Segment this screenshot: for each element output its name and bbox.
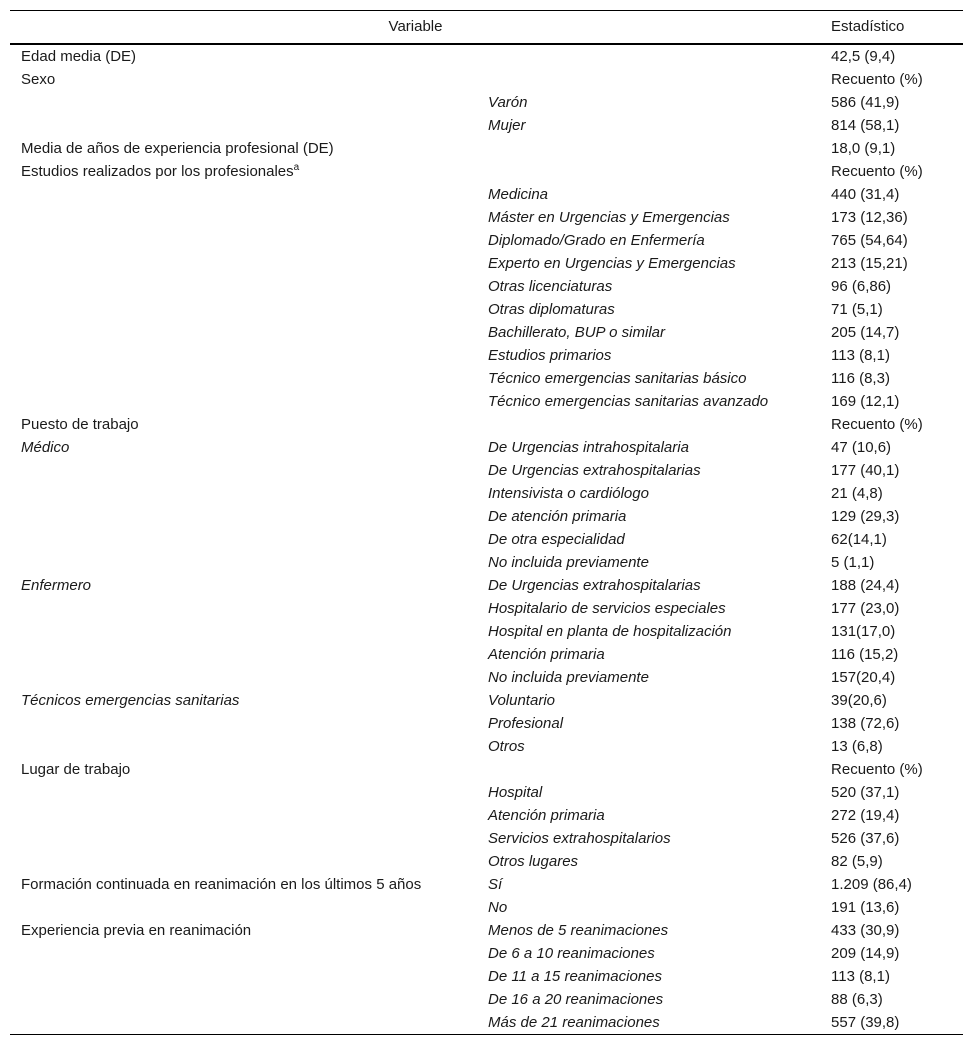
row-variable-cell bbox=[10, 160, 478, 183]
row-category-cell: Mujer bbox=[488, 116, 526, 134]
row-category-cell bbox=[478, 413, 821, 436]
table-row bbox=[10, 68, 963, 91]
variable-label: Experiencia previa en reanimación bbox=[21, 921, 252, 939]
row-category-cell bbox=[478, 44, 821, 68]
row-statistic-cell: Recuento (%) bbox=[831, 415, 923, 433]
row-variable-cell bbox=[10, 827, 478, 850]
row-category-cell bbox=[478, 137, 821, 160]
row-variable-cell bbox=[10, 689, 478, 712]
table-row bbox=[10, 321, 963, 344]
row-statistic-cell: 272 (19,4) bbox=[831, 806, 900, 824]
row-variable-cell bbox=[10, 321, 478, 344]
statistics-table bbox=[10, 10, 963, 1035]
row-statistic-cell: Recuento (%) bbox=[831, 162, 923, 180]
row-variable-cell bbox=[10, 758, 478, 781]
row-variable-cell bbox=[10, 781, 478, 804]
row-category-cell: Máster en Urgencias y Emergencias bbox=[488, 208, 730, 226]
row-category-cell: De 6 a 10 reanimaciones bbox=[488, 944, 655, 962]
row-statistic-cell: 191 (13,6) bbox=[831, 898, 900, 916]
row-statistic-cell: 131(17,0) bbox=[831, 622, 896, 640]
row-statistic-cell: 116 (15,2) bbox=[831, 645, 899, 663]
table-row bbox=[10, 229, 963, 252]
row-statistic-cell: 129 (29,3) bbox=[831, 507, 900, 525]
row-category-cell: Menos de 5 reanimaciones bbox=[488, 921, 669, 939]
variable-label: Técnicos emergencias sanitarias bbox=[21, 691, 240, 709]
row-category-cell: De atención primaria bbox=[488, 507, 627, 525]
variable-label: Puesto de trabajo bbox=[21, 415, 139, 433]
row-category-cell: Hospitalario de servicios especiales bbox=[488, 599, 726, 617]
table-row bbox=[10, 298, 963, 321]
row-statistic-cell: 814 (58,1) bbox=[831, 116, 900, 134]
table-row bbox=[10, 551, 963, 574]
table-row bbox=[10, 827, 963, 850]
row-category-cell: De Urgencias intrahospitalaria bbox=[488, 438, 689, 456]
row-variable-cell bbox=[10, 919, 478, 942]
row-statistic-cell: 18,0 (9,1) bbox=[831, 139, 896, 157]
row-statistic-cell: 82 (5,9) bbox=[831, 852, 883, 870]
row-variable-cell bbox=[10, 252, 478, 275]
table-row bbox=[10, 160, 963, 183]
header-variable: Variable bbox=[10, 11, 821, 44]
row-category-cell: Intensivista o cardiólogo bbox=[488, 484, 649, 502]
row-category-cell: No incluida previamente bbox=[488, 668, 649, 686]
row-variable-cell bbox=[10, 528, 478, 551]
row-variable-cell bbox=[10, 413, 478, 436]
row-variable-cell bbox=[10, 229, 478, 252]
table-row bbox=[10, 183, 963, 206]
row-category-cell: Atención primaria bbox=[488, 806, 605, 824]
row-category-cell: Experto en Urgencias y Emergencias bbox=[488, 254, 736, 272]
row-category-cell: Atención primaria bbox=[488, 645, 605, 663]
row-statistic-cell: 39(20,6) bbox=[831, 691, 887, 709]
row-category-cell: Otros lugares bbox=[488, 852, 579, 870]
row-variable-cell bbox=[10, 896, 478, 919]
row-variable-cell bbox=[10, 551, 478, 574]
table-row bbox=[10, 114, 963, 137]
row-variable-cell bbox=[10, 91, 478, 114]
table-row bbox=[10, 528, 963, 551]
row-variable-cell bbox=[10, 344, 478, 367]
row-variable-cell bbox=[10, 597, 478, 620]
row-category-cell: Profesional bbox=[488, 714, 564, 732]
header-statistic: Estadístico bbox=[821, 11, 963, 44]
row-variable-cell bbox=[10, 298, 478, 321]
row-category-cell bbox=[478, 758, 821, 781]
row-statistic-cell: 213 (15,21) bbox=[831, 254, 908, 272]
table-row bbox=[10, 919, 963, 942]
row-category-cell: Sí bbox=[488, 875, 503, 893]
variable-label: Estudios realizados por los profesionales bbox=[21, 162, 294, 180]
row-variable-cell bbox=[10, 735, 478, 758]
table-row bbox=[10, 1011, 963, 1035]
table-row bbox=[10, 942, 963, 965]
row-category-cell: Otras diplomaturas bbox=[488, 300, 615, 318]
variable-label: Formación continuada en reanimación en los últimos 5 años bbox=[21, 875, 422, 893]
row-variable-cell bbox=[10, 574, 478, 597]
row-variable-cell bbox=[10, 712, 478, 735]
table-row bbox=[10, 344, 963, 367]
row-statistic-cell: 209 (14,9) bbox=[831, 944, 900, 962]
row-statistic-cell: 177 (23,0) bbox=[831, 599, 900, 617]
table-row bbox=[10, 643, 963, 666]
table-row bbox=[10, 413, 963, 436]
variable-label: Edad media (DE) bbox=[21, 47, 137, 65]
row-category-cell bbox=[478, 68, 821, 91]
table-row bbox=[10, 574, 963, 597]
row-statistic-cell: 520 (37,1) bbox=[831, 783, 900, 801]
row-variable-cell bbox=[10, 367, 478, 390]
row-category-cell: Hospital en planta de hospitalización bbox=[488, 622, 732, 640]
table-row bbox=[10, 873, 963, 896]
row-statistic-cell: 62(14,1) bbox=[831, 530, 887, 548]
row-category-cell: No incluida previamente bbox=[488, 553, 649, 571]
row-variable-cell bbox=[10, 68, 478, 91]
row-statistic-cell: 177 (40,1) bbox=[831, 461, 900, 479]
row-variable-cell bbox=[10, 206, 478, 229]
table-row bbox=[10, 804, 963, 827]
row-category-cell bbox=[478, 160, 821, 183]
row-statistic-cell: 116 (8,3) bbox=[831, 369, 890, 387]
variable-label: Media de años de experiencia profesional (DE) bbox=[21, 139, 334, 157]
row-statistic-cell: 113 (8,1) bbox=[831, 346, 890, 364]
table-row bbox=[10, 758, 963, 781]
row-variable-cell bbox=[10, 183, 478, 206]
variable-label: Sexo bbox=[21, 70, 56, 88]
row-variable-cell bbox=[10, 804, 478, 827]
table-row bbox=[10, 367, 963, 390]
row-statistic-cell: 433 (30,9) bbox=[831, 921, 900, 939]
table-row bbox=[10, 735, 963, 758]
row-variable-cell bbox=[10, 965, 478, 988]
row-category-cell: Otros bbox=[488, 737, 525, 755]
table-row bbox=[10, 712, 963, 735]
row-variable-cell bbox=[10, 436, 478, 459]
row-variable-cell bbox=[10, 505, 478, 528]
table-header bbox=[10, 11, 963, 44]
row-category-cell: Varón bbox=[488, 93, 528, 111]
table-row bbox=[10, 505, 963, 528]
row-variable-cell bbox=[10, 137, 478, 160]
table-row bbox=[10, 689, 963, 712]
row-statistic-cell: 88 (6,3) bbox=[831, 990, 883, 1008]
row-statistic-cell: 173 (12,36) bbox=[831, 208, 908, 226]
row-statistic-cell: 526 (37,6) bbox=[831, 829, 900, 847]
row-statistic-cell: 71 (5,1) bbox=[831, 300, 883, 318]
row-variable-cell bbox=[10, 942, 478, 965]
table-row bbox=[10, 44, 963, 68]
variable-label: Médico bbox=[21, 438, 70, 456]
table-row bbox=[10, 436, 963, 459]
row-category-cell: Servicios extrahospitalarios bbox=[488, 829, 671, 847]
row-variable-cell bbox=[10, 459, 478, 482]
table-row bbox=[10, 275, 963, 298]
table-row bbox=[10, 459, 963, 482]
table-row bbox=[10, 252, 963, 275]
row-variable-cell bbox=[10, 620, 478, 643]
row-variable-cell bbox=[10, 1011, 478, 1035]
row-variable-cell bbox=[10, 482, 478, 505]
footnote-marker: a bbox=[293, 161, 300, 173]
table-row bbox=[10, 137, 963, 160]
row-statistic-cell: 188 (24,4) bbox=[831, 576, 900, 594]
row-statistic-cell: 42,5 (9,4) bbox=[831, 47, 896, 65]
row-category-cell: Diplomado/Grado en Enfermería bbox=[488, 231, 705, 249]
row-statistic-cell: 205 (14,7) bbox=[831, 323, 900, 341]
variable-label: Lugar de trabajo bbox=[21, 760, 131, 778]
header-row bbox=[10, 11, 963, 44]
row-statistic-cell: 113 (8,1) bbox=[831, 967, 890, 985]
row-statistic-cell: 157(20,4) bbox=[831, 668, 896, 686]
row-statistic-cell: 5 (1,1) bbox=[831, 553, 875, 571]
row-category-cell: Más de 21 reanimaciones bbox=[478, 1011, 821, 1035]
table-row bbox=[10, 620, 963, 643]
row-variable-cell bbox=[10, 390, 478, 413]
table-row bbox=[10, 666, 963, 689]
row-category-cell: Técnico emergencias sanitarias básico bbox=[488, 369, 747, 387]
row-statistic-cell: 169 (12,1) bbox=[831, 392, 900, 410]
row-category-cell: Otras licenciaturas bbox=[488, 277, 613, 295]
row-category-cell: De 16 a 20 reanimaciones bbox=[488, 990, 664, 1008]
row-category-cell: De Urgencias extrahospitalarias bbox=[488, 461, 701, 479]
row-variable-cell bbox=[10, 275, 478, 298]
row-category-cell: No bbox=[488, 898, 508, 916]
table-row bbox=[10, 965, 963, 988]
row-statistic-cell: Recuento (%) bbox=[831, 70, 923, 88]
table-row bbox=[10, 988, 963, 1011]
row-variable-cell bbox=[10, 873, 478, 896]
table-row bbox=[10, 390, 963, 413]
row-statistic-cell: 13 (6,8) bbox=[831, 737, 883, 755]
row-variable-cell bbox=[10, 988, 478, 1011]
row-variable-cell bbox=[10, 643, 478, 666]
row-variable-cell bbox=[10, 114, 478, 137]
row-category-cell: Estudios primarios bbox=[488, 346, 612, 364]
row-statistic-cell: 96 (6,86) bbox=[831, 277, 892, 295]
row-statistic-cell: Recuento (%) bbox=[831, 760, 923, 778]
table-row bbox=[10, 482, 963, 505]
row-variable-cell bbox=[10, 666, 478, 689]
table-row bbox=[10, 781, 963, 804]
row-statistic-cell: 440 (31,4) bbox=[831, 185, 900, 203]
row-variable-cell bbox=[10, 44, 478, 68]
row-statistic-cell: 557 (39,8) bbox=[821, 1011, 963, 1035]
row-category-cell: Voluntario bbox=[488, 691, 555, 709]
table-row bbox=[10, 91, 963, 114]
row-category-cell: Técnico emergencias sanitarias avanzado bbox=[488, 392, 769, 410]
table-row bbox=[10, 597, 963, 620]
row-category-cell: Hospital bbox=[488, 783, 543, 801]
row-category-cell: De 11 a 15 reanimaciones bbox=[488, 967, 662, 985]
row-variable-cell bbox=[10, 850, 478, 873]
row-statistic-cell: 1.209 (86,4) bbox=[831, 875, 912, 893]
row-category-cell: De otra especialidad bbox=[488, 530, 625, 548]
row-statistic-cell: 765 (54,64) bbox=[831, 231, 908, 249]
row-statistic-cell: 47 (10,6) bbox=[831, 438, 892, 456]
row-statistic-cell: 21 (4,8) bbox=[831, 484, 883, 502]
table-row bbox=[10, 896, 963, 919]
table-body bbox=[10, 44, 963, 1035]
row-category-cell: Medicina bbox=[488, 185, 549, 203]
row-statistic-cell: 586 (41,9) bbox=[831, 93, 900, 111]
data-table-container bbox=[10, 10, 963, 1035]
row-statistic-cell: 138 (72,6) bbox=[831, 714, 900, 732]
table-row bbox=[10, 206, 963, 229]
row-category-cell: Bachillerato, BUP o similar bbox=[488, 323, 666, 341]
row-category-cell: De Urgencias extrahospitalarias bbox=[488, 576, 701, 594]
table-row bbox=[10, 850, 963, 873]
variable-label: Enfermero bbox=[21, 576, 92, 594]
